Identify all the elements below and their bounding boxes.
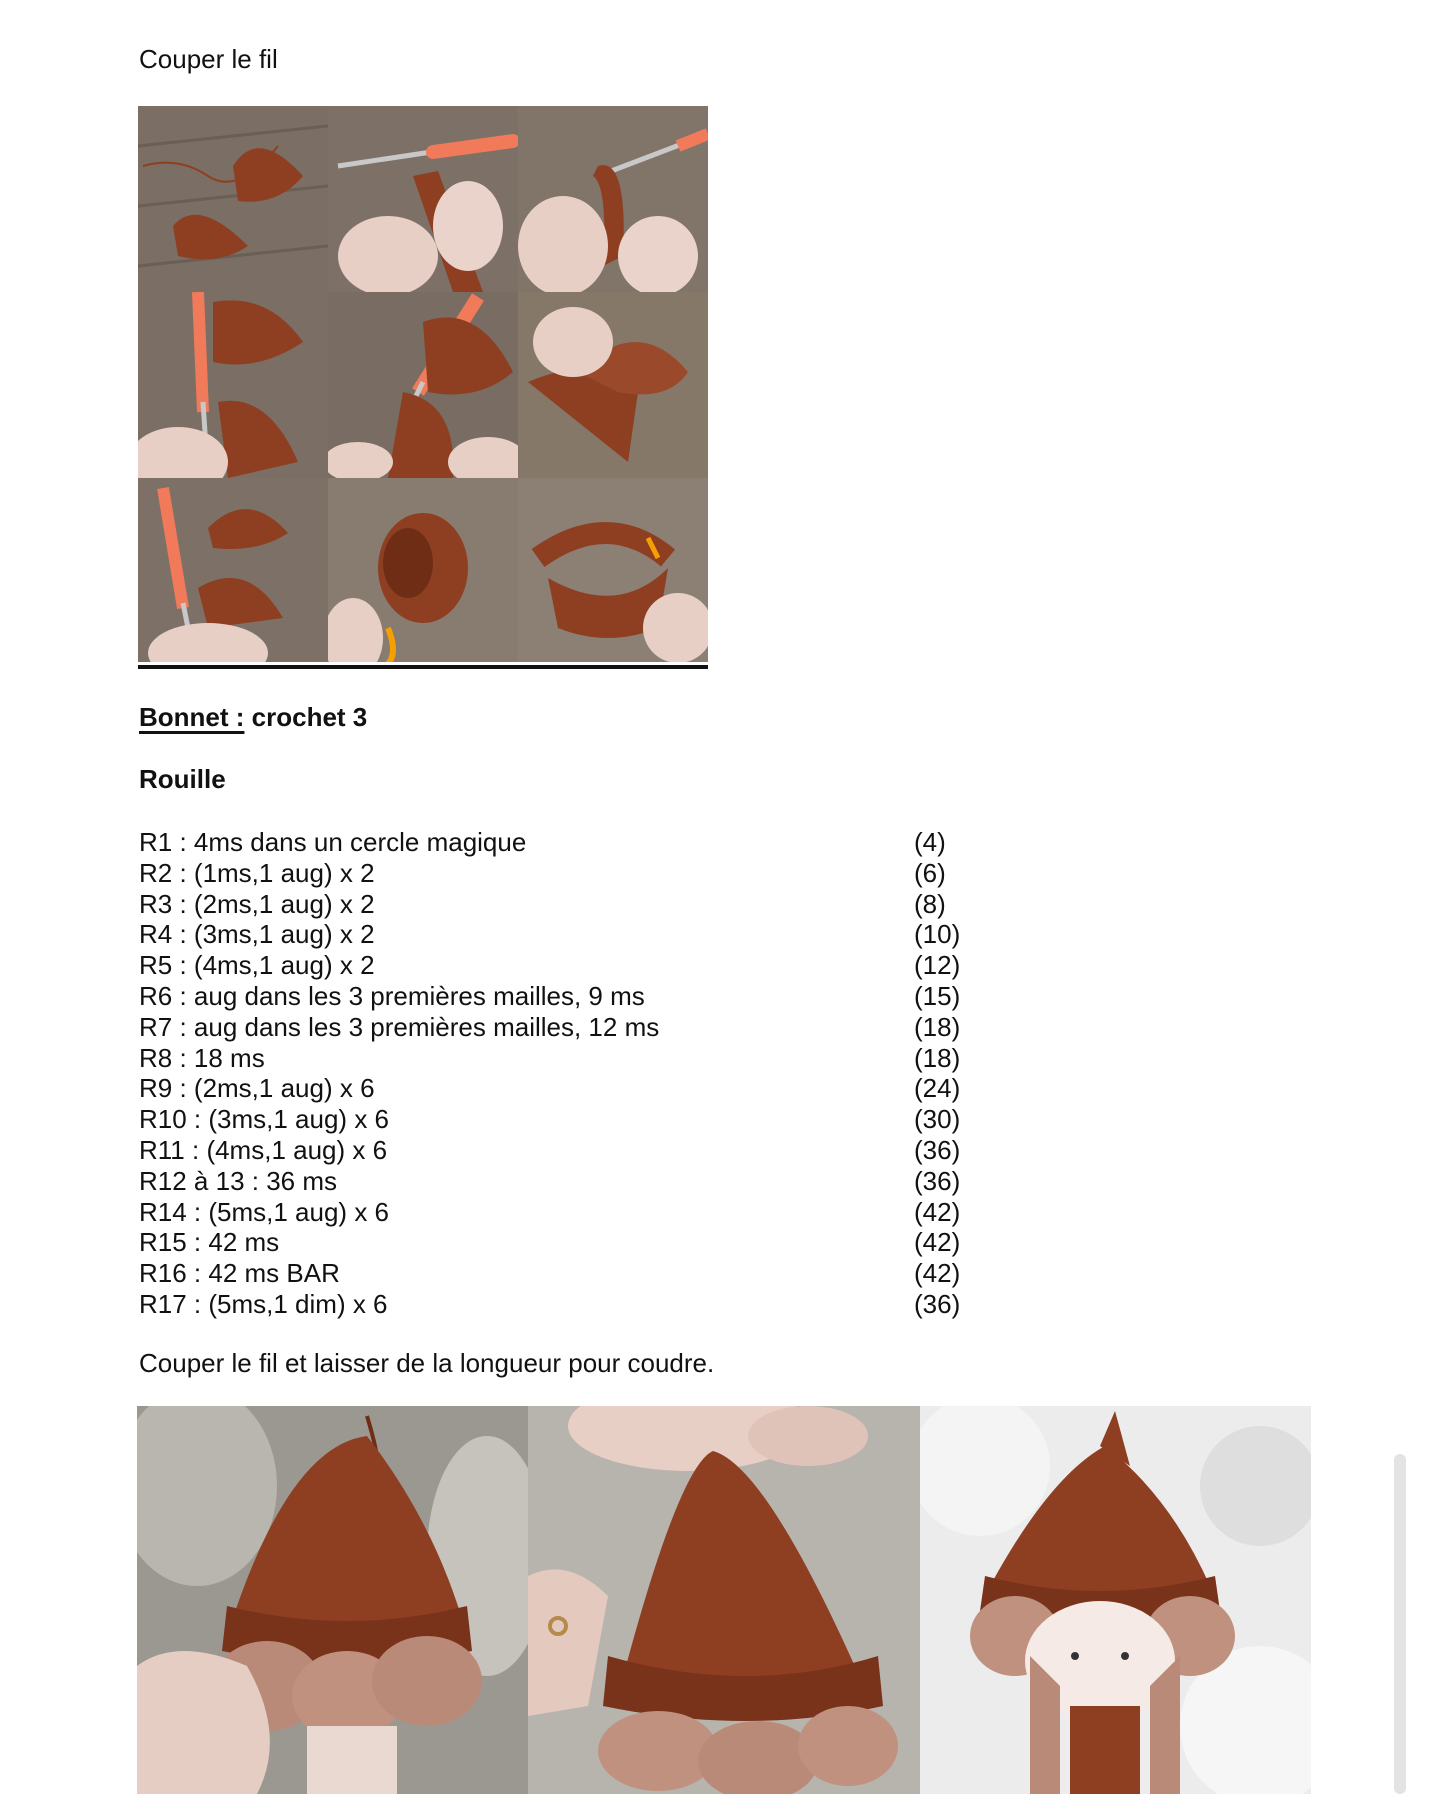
pattern-row <box>139 889 999 920</box>
photo-cone-marker <box>328 478 518 662</box>
photo-folding-strip <box>518 106 708 292</box>
row-instruction: R1 : 4ms dans un cercle magique <box>139 827 527 857</box>
row-stitch-count: (12) <box>914 950 961 981</box>
row-instruction: R2 : (1ms,1 aug) x 2 <box>139 857 375 888</box>
pattern-row <box>139 1289 999 1320</box>
photo-bonnet-in-hand <box>137 1406 528 1794</box>
finished-bonnet-photos <box>137 1406 1311 1794</box>
pattern-row <box>139 1043 999 1074</box>
row-instruction: R6 : aug dans les 3 premières mailles, 9 ms <box>139 980 645 1011</box>
row-instruction: R4 : (3ms,1 aug) x 2 <box>139 919 375 950</box>
cut-thread-text: Couper le fil <box>139 44 278 74</box>
pattern-rows <box>139 827 999 1320</box>
row-instruction: R16 : 42 ms BAR <box>139 1258 340 1289</box>
row-stitch-count: (42) <box>914 1196 961 1227</box>
row-stitch-count: (6) <box>914 857 946 888</box>
row-instruction: R5 : (4ms,1 aug) x 2 <box>139 950 375 981</box>
row-instruction: R17 : (5ms,1 dim) x 6 <box>139 1288 388 1319</box>
pattern-row <box>139 1258 999 1289</box>
row-stitch-count: (36) <box>914 1165 961 1196</box>
photo-bonnet-formed <box>518 478 708 662</box>
row-stitch-count: (18) <box>914 1011 961 1042</box>
section-divider <box>138 665 708 669</box>
row-stitch-count: (42) <box>914 1227 961 1258</box>
row-stitch-count: (36) <box>914 1288 961 1319</box>
row-stitch-count: (36) <box>914 1134 961 1165</box>
row-instruction: R3 : (2ms,1 aug) x 2 <box>139 888 375 919</box>
row-instruction: R10 : (3ms,1 aug) x 6 <box>139 1104 389 1135</box>
row-instruction: R11 : (4ms,1 aug) x 6 <box>139 1134 388 1165</box>
section-title-main: Bonnet : <box>139 702 245 732</box>
row-stitch-count: (10) <box>914 919 961 950</box>
row-instruction: R8 : 18 ms <box>139 1042 265 1073</box>
pattern-row <box>139 1197 999 1228</box>
pattern-row <box>139 1227 999 1258</box>
row-instruction: R15 : 42 ms <box>139 1227 280 1258</box>
row-instruction: R9 : (2ms,1 aug) x 6 <box>139 1073 375 1104</box>
row-stitch-count: (15) <box>914 980 961 1011</box>
assembly-photo-grid <box>138 106 708 662</box>
row-stitch-count: (42) <box>914 1258 961 1289</box>
row-stitch-count: (4) <box>914 827 946 857</box>
photo-joining-pieces <box>328 292 518 478</box>
pattern-row <box>139 981 999 1012</box>
photo-two-cones <box>138 478 328 662</box>
row-instruction: R12 à 13 : 36 ms <box>139 1165 337 1196</box>
vertical-scrollbar[interactable] <box>1394 1454 1406 1794</box>
row-stitch-count: (18) <box>914 1042 961 1073</box>
row-stitch-count: (30) <box>914 1104 961 1135</box>
photo-hook-cone <box>138 292 328 478</box>
photo-doll-on-fur <box>920 1406 1311 1794</box>
pattern-row <box>139 858 999 889</box>
section-title-hook: crochet 3 <box>244 702 368 732</box>
photo-bonnet-held-by-tip <box>528 1406 919 1794</box>
pattern-row <box>139 1135 999 1166</box>
pattern-row <box>139 1104 999 1135</box>
row-stitch-count: (24) <box>914 1073 961 1104</box>
photo-hook-strip <box>328 106 518 292</box>
row-stitch-count: (8) <box>914 888 946 919</box>
photo-two-triangles <box>138 106 328 292</box>
section-title <box>139 702 367 732</box>
pattern-row <box>139 1166 999 1197</box>
cut-thread-sew-text: Couper le fil et laisser de la longueur pour coudre. <box>139 1348 715 1378</box>
pattern-row <box>139 827 999 858</box>
color-label: Rouille <box>139 764 226 794</box>
pattern-row <box>139 1073 999 1104</box>
pattern-row <box>139 919 999 950</box>
row-instruction: R14 : (5ms,1 aug) x 6 <box>139 1196 389 1227</box>
row-instruction: R7 : aug dans les 3 premières mailles, 12 ms <box>139 1011 660 1042</box>
pattern-row <box>139 950 999 981</box>
pattern-row <box>139 1012 999 1043</box>
photo-cone-opened <box>518 292 708 478</box>
